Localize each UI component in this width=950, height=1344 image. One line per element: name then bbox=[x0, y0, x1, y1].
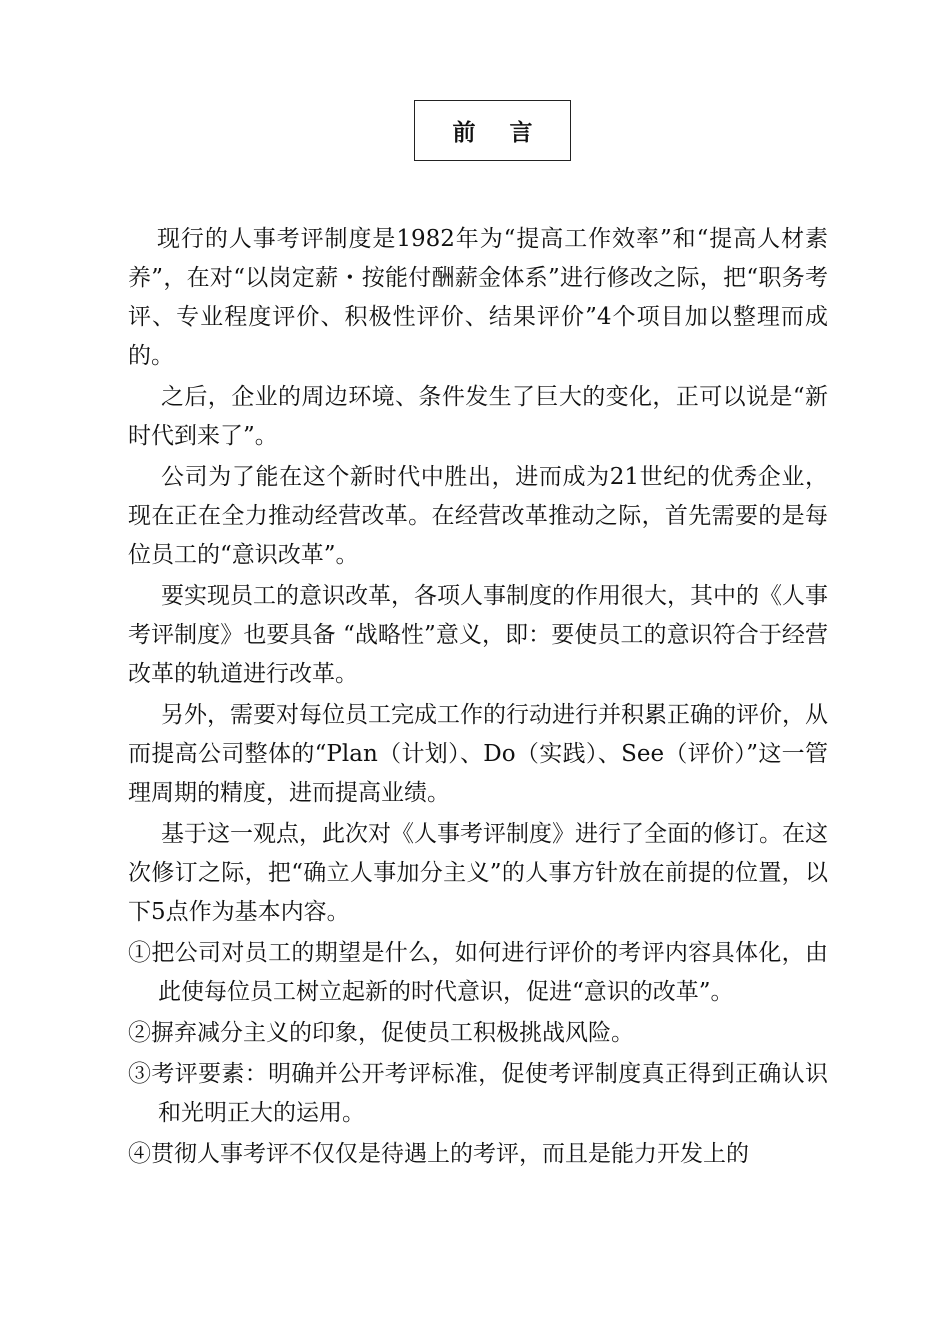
paragraph-2: 之后，企业的周边环境、条件发生了巨大的变化，正可以说是“新时代到来了”。 bbox=[128, 384, 828, 449]
paragraph-3: 公司为了能在这个新时代中胜出，进而成为21世纪的优秀企业，现在正在全力推动经营改革。在经营改革推动之际，首先需要的是每位员工的“意识改革”。 bbox=[128, 464, 828, 568]
list-item-3: ③考评要素：明确并公开考评标准，促使考评制度真正得到正确认识和光明正大的运用。 bbox=[128, 1061, 828, 1126]
list-item-4: ④贯彻人事考评不仅仅是待遇上的考评，而且是能力开发上的 bbox=[128, 1141, 749, 1167]
paragraph-6: 基于这一观点，此次对《人事考评制度》进行了全面的修订。在这次修订之际，把“确立人事加分主义”的人事方针放在前提的位置，以下5点作为基本内容。 bbox=[128, 821, 828, 925]
paragraph-5: 另外，需要对每位员工完成工作的行动进行并积累正确的评价，从而提高公司整体的“Plan（计划）、Do（实践）、See（评价）”这一管理周期的精度，进而提高业绩。 bbox=[128, 702, 828, 806]
paragraph-4: 要实现员工的意识改革，各项人事制度的作用很大，其中的《人事考评制度》也要具备 “战略性”意义，即：要使员工的意识符合于经营改革的轨道进行改革。 bbox=[128, 583, 828, 687]
list-item-2: ②摒弃减分主义的印象，促使员工积极挑战风险。 bbox=[128, 1020, 634, 1046]
body-text bbox=[128, 220, 828, 1176]
paragraph-1: 现行的人事考评制度是1982年为“提高工作效率”和“提高人材素养”，在对“以岗定薪・按能付酬薪金体系”进行修改之际，把“职务考评、专业程度评价、积极性评价、结果评价”4个项目加以整理而成的。 bbox=[128, 226, 828, 369]
page-title: 前言 bbox=[452, 120, 567, 146]
heading-box bbox=[414, 100, 571, 161]
list-item-1: ①把公司对员工的期望是什么，如何进行评价的考评内容具体化，由此使每位员工树立起新的时代意识，促进“意识的改革”。 bbox=[128, 940, 828, 1005]
